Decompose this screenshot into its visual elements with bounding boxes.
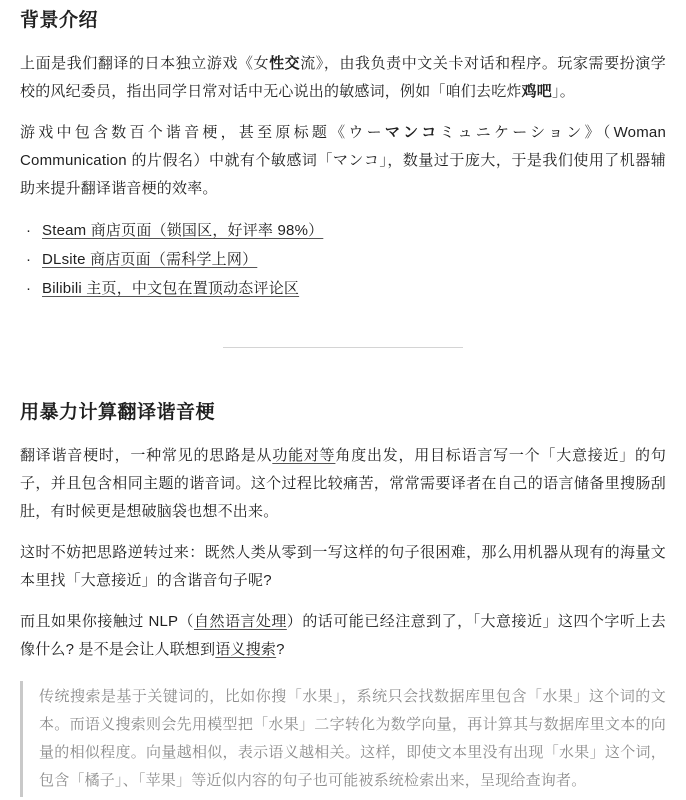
text-run: ? — [276, 641, 285, 658]
text-run: ミュニケーション》（Woman Communication 的片假名）中就有个敏感词「マンコ」，数量过于庞大，于是我们使用了机器辅助来提升翻译谐音梗的效率。 — [20, 124, 666, 197]
list-item-bilibili — [20, 274, 666, 303]
link-nlp[interactable]: 自然语言处理 — [194, 613, 287, 630]
bold-sensitive-word: 性交 — [269, 55, 301, 72]
paragraph-reverse-thinking — [20, 539, 666, 595]
bold-sensitive-word: マンコ — [384, 124, 440, 141]
bullet-icon: · — [26, 222, 32, 239]
store-link-list — [20, 216, 666, 303]
bullet-icon: · — [26, 280, 32, 297]
bold-sensitive-word: 鸡吧 — [521, 83, 553, 100]
text-run: 这时不妨把思路逆转过来：既然人类从零到一写这样的句子很困难，那么用机器从现有的海量文本里找「大意接近」的含谐音句子呢? — [20, 544, 666, 589]
section-brute-force-translation — [20, 400, 666, 797]
paragraph-functional-equivalence — [20, 442, 666, 526]
link-functional-equivalence[interactable]: 功能对等 — [272, 447, 336, 464]
text-run: 而且如果你接触过 NLP（ — [20, 613, 194, 630]
section-background — [20, 8, 666, 303]
text-run: 游戏中包含数百个谐音梗，甚至原标题《ウー — [20, 124, 385, 141]
bullet-icon: · — [26, 251, 32, 268]
text-run: 流》，由我负责中文关卡对话和程序。玩家需要扮演学校的风纪委员，指出同学日常对话中无心说出的敏感词，例如「咱们去吃炸 — [20, 55, 666, 100]
section-divider — [223, 347, 463, 348]
section-title-brute-force: 用暴力计算翻译谐音梗 — [20, 402, 216, 423]
list-item-steam — [20, 216, 666, 245]
link-dlsite-store[interactable]: DLsite 商店页面（需科学上网） — [42, 251, 258, 268]
paragraph-pun-count — [20, 119, 666, 203]
paragraph-game-intro — [20, 50, 666, 106]
link-steam-store[interactable]: Steam 商店页面（锁国区，好评率 98%） — [42, 222, 324, 239]
text-run: 翻译谐音梗时，一种常见的思路是从 — [20, 447, 273, 464]
text-run: 角度出发，用目标语言写一个「大意接近」的句子，并且包含相同主题的谐音词。这个过程比较痛苦，常常需要译者在自己的语言储备里搜肠刮肚，有时候更是想破脑袋也想不出来。 — [20, 447, 667, 520]
link-bilibili-home[interactable]: Bilibili 主页，中文包在置顶动态评论区 — [42, 280, 300, 297]
quote-text: 传统搜索是基于关键词的，比如你搜「水果」，系统只会找数据库里包含「水果」这个词的文本。而语义搜索则会先用模型把「水果」二字转化为数学向量，再计算其与数据库里文本的向量的相似程度。向量越相似，表示语义越相关。这样，即使文本里没有出现「水果」这个词，包含「橘子」、「苹果」等近似内容的句子也可能被系统检索出来，呈现给查询者。 — [39, 688, 666, 789]
link-semantic-search[interactable]: 语义搜索 — [215, 641, 277, 658]
text-run: 上面是我们翻译的日本独立游戏《女 — [20, 55, 270, 72]
quote-semantic-search-explainer — [20, 681, 666, 797]
section-title-background: 背景介绍 — [20, 10, 99, 31]
list-item-dlsite — [20, 245, 666, 274]
text-run: ）的话可能已经注意到了，「大意接近」这四个字听上去像什么? 是不是会让人联想到 — [20, 613, 666, 658]
paragraph-nlp-semantic-search — [20, 608, 666, 664]
text-run: 」。 — [552, 83, 575, 100]
